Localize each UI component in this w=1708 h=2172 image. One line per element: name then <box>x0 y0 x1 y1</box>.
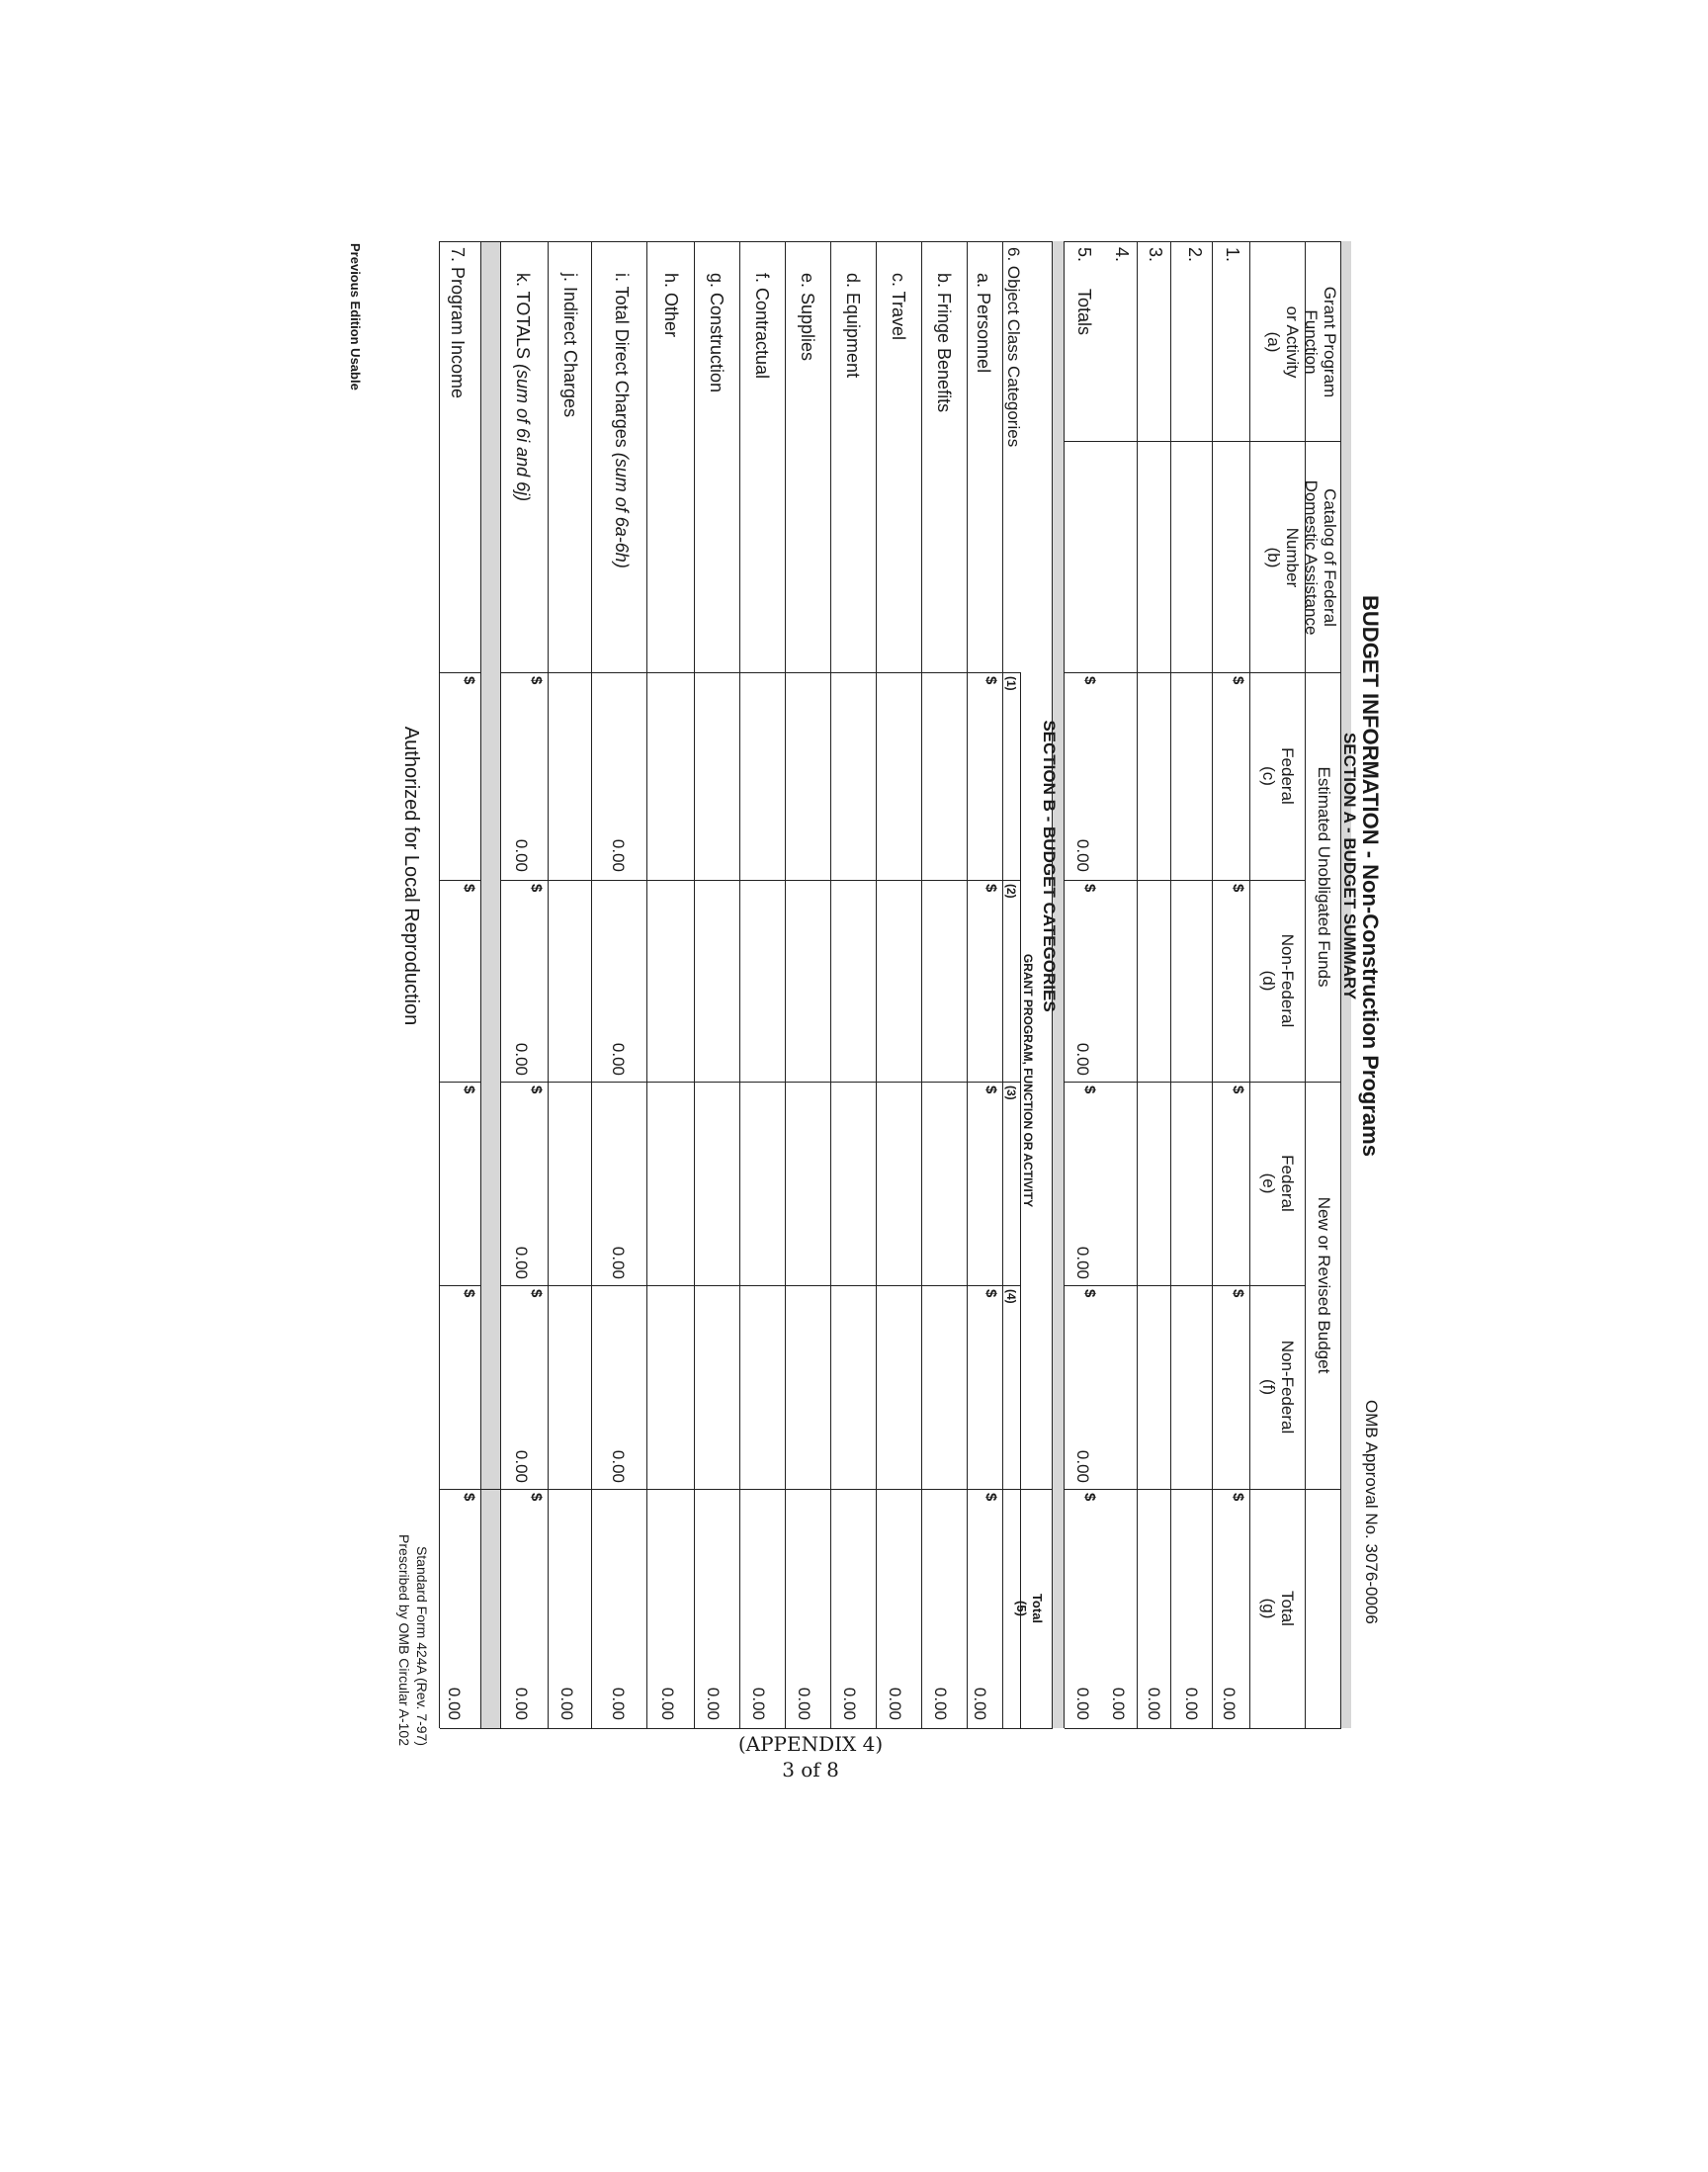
k-totals-col-3: 0.00 <box>512 1246 531 1279</box>
row-1-dollar-d: $ <box>1230 884 1246 893</box>
col-c-header: Federal (c) <box>1259 747 1297 805</box>
program-income-total: 0.00 <box>445 1687 464 1720</box>
omb-approval: OMB Approval No. 3076-0006 <box>1362 1400 1381 1624</box>
income-dollar-3: $ <box>461 1086 477 1094</box>
category-travel: c. Travel <box>889 273 908 341</box>
indirect-label: j. Indirect Charges <box>560 273 580 418</box>
row-1-total: 0.00 <box>1220 1687 1238 1720</box>
k-dollar-3: $ <box>528 1086 545 1094</box>
previous-edition-note: Previous Edition Usable <box>348 243 363 391</box>
col-b-header: Catalog of Federal Domestic Assistance Number (b) <box>1264 479 1339 636</box>
personnel-dollar-5: $ <box>982 1493 999 1502</box>
program-income-label: 7. Program Income <box>448 247 468 399</box>
category-construction: g. Construction <box>707 273 726 393</box>
col-e-header: Federal (e) <box>1259 1155 1297 1212</box>
row-1-dollar-f: $ <box>1230 1289 1246 1298</box>
row-3-total: 0.00 <box>1145 1687 1163 1720</box>
prescribed-note: Prescribed by OMB Circular A-102 <box>396 1534 412 1746</box>
row-5-dollar-c: $ <box>1081 676 1098 685</box>
k-dollar-1: $ <box>528 676 545 685</box>
col-1-number: (1) <box>1004 676 1018 691</box>
supplies-total: 0.00 <box>795 1687 813 1720</box>
personnel-total: 0.00 <box>971 1687 989 1720</box>
category-equipment: d. Equipment <box>843 273 863 379</box>
page-number-annotation: 3 of 8 <box>782 1758 839 1781</box>
total-direct-label: i. Total Direct Charges (sum of 6a-6h) <box>612 273 632 568</box>
unobligated-group-header: Estimated Unobligated Funds <box>1315 766 1333 988</box>
total-direct-total: 0.00 <box>609 1687 628 1720</box>
col-f-header: Non-Federal (f) <box>1259 1340 1297 1434</box>
k-totals-label: k. TOTALS (sum of 6i and 6j) <box>513 273 533 502</box>
k-totals-col-2: 0.00 <box>512 1042 531 1076</box>
row-3-label: 3. <box>1146 247 1165 263</box>
totals-nonfederal-unobligated: 0.00 <box>1073 1042 1092 1076</box>
row-5-name: Totals <box>1074 289 1094 336</box>
construction-total: 0.00 <box>704 1687 723 1720</box>
section-a-title: SECTION A - BUDGET SUMMARY <box>1340 732 1359 1000</box>
section-b-subtitle: GRANT PROGRAM, FUNCTION OR ACTIVITY <box>1021 953 1035 1208</box>
total-direct-col-4: 0.00 <box>609 1449 628 1483</box>
row-5-dollar-e: $ <box>1081 1086 1098 1094</box>
income-dollar-5: $ <box>461 1493 477 1502</box>
personnel-dollar-3: $ <box>982 1086 999 1094</box>
contractual-total: 0.00 <box>749 1687 768 1720</box>
totals-grand-total: 0.00 <box>1073 1687 1092 1720</box>
category-fringe: b. Fringe Benefits <box>934 273 954 413</box>
col-5-total-header: Total (5) <box>1014 1593 1045 1624</box>
standard-form-note: Standard Form 424A (Rev. 7-97) <box>414 1545 430 1746</box>
appendix-annotation: (APPENDIX 4) <box>737 1732 884 1756</box>
reproduction-note: Authorized for Local Reproduction <box>400 726 422 1026</box>
row-5-label: 5. <box>1074 247 1094 263</box>
row-1-label: 1. <box>1223 247 1242 263</box>
total-direct-col-1: 0.00 <box>609 838 628 872</box>
totals-nonfederal-new: 0.00 <box>1073 1449 1092 1483</box>
k-totals-total: 0.00 <box>512 1687 531 1720</box>
row-1-dollar-g: $ <box>1230 1493 1246 1502</box>
section-b-title: SECTION B - BUDGET CATEGORIES <box>1040 720 1059 1012</box>
object-class-label: 6. Object Class Categories <box>1004 247 1023 448</box>
k-totals-col-4: 0.00 <box>512 1449 531 1483</box>
row-4-total: 0.00 <box>1109 1687 1128 1720</box>
income-dollar-4: $ <box>461 1289 477 1298</box>
k-dollar-2: $ <box>528 884 545 893</box>
row-2-total: 0.00 <box>1182 1687 1201 1720</box>
row-1-dollar-e: $ <box>1230 1086 1246 1094</box>
row-5-dollar-g: $ <box>1081 1493 1098 1502</box>
form-title: BUDGET INFORMATION - Non-Construction Programs <box>1358 595 1383 1157</box>
budget-form-sheet <box>323 233 1391 1766</box>
totals-federal-unobligated: 0.00 <box>1073 838 1092 872</box>
row-2-label: 2. <box>1185 247 1205 263</box>
totals-federal-new: 0.00 <box>1073 1246 1092 1279</box>
col-d-header: Non-Federal (d) <box>1259 933 1297 1028</box>
col-2-number: (2) <box>1004 884 1018 899</box>
col-a-header: Grant Program Function or Activity (a) <box>1264 286 1339 398</box>
category-supplies: e. Supplies <box>798 273 817 362</box>
k-totals-col-1: 0.00 <box>512 838 531 872</box>
income-dollar-2: $ <box>461 884 477 893</box>
other-total: 0.00 <box>658 1687 677 1720</box>
total-direct-col-2: 0.00 <box>609 1042 628 1076</box>
fringe-total: 0.00 <box>931 1687 950 1720</box>
equipment-total: 0.00 <box>840 1687 859 1720</box>
row-1-dollar-c: $ <box>1230 676 1246 685</box>
row-5-dollar-f: $ <box>1081 1289 1098 1298</box>
travel-total: 0.00 <box>886 1687 904 1720</box>
income-dollar-1: $ <box>461 676 477 685</box>
k-dollar-5: $ <box>528 1493 545 1502</box>
col-4-number: (4) <box>1004 1289 1018 1304</box>
col-3-number: (3) <box>1004 1086 1018 1100</box>
total-direct-col-3: 0.00 <box>609 1246 628 1279</box>
k-dollar-4: $ <box>528 1289 545 1298</box>
category-personnel: a. Personnel <box>974 273 993 374</box>
col-g-header: Total (g) <box>1259 1591 1297 1626</box>
personnel-dollar-1: $ <box>982 676 999 685</box>
personnel-dollar-4: $ <box>982 1289 999 1298</box>
row-5-dollar-d: $ <box>1081 884 1098 893</box>
row-4-label: 4. <box>1112 247 1132 263</box>
indirect-total: 0.00 <box>557 1687 576 1720</box>
new-budget-group-header: New or Revised Budget <box>1315 1196 1333 1374</box>
personnel-dollar-2: $ <box>982 884 999 893</box>
category-other: h. Other <box>661 273 681 338</box>
category-contractual: f. Contractual <box>752 273 772 380</box>
